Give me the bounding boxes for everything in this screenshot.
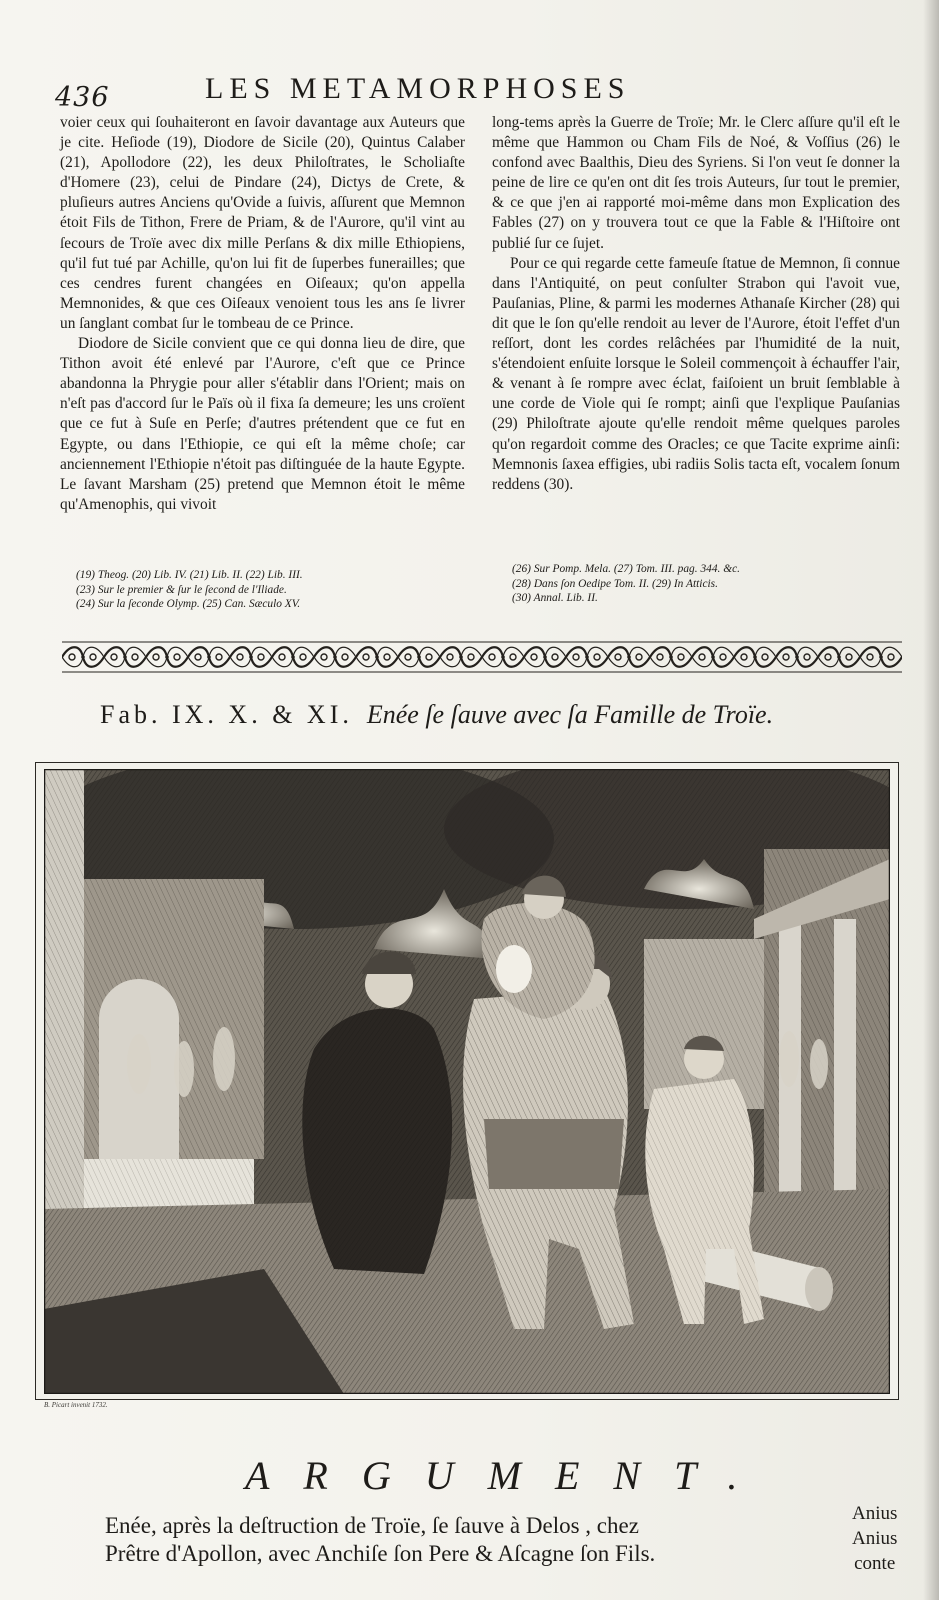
argument-line: Enée, après la deſtruction de Troïe, ſe ſauve à Delos , chez	[105, 1513, 639, 1538]
right-text-column	[492, 113, 900, 495]
footnote-line: (24) Sur la ſeconde Olymp. (25) Can. Sæculo XV.	[76, 598, 301, 610]
right-paragraph-2: Pour ce qui regarde cette fameuſe ſtatue de Memnon, ſi connue dans l'Antiquité, on peut conſulter Strabon qui l'avoit vue, Pauſanias, Pline, & parmi les modernes Athanaſe Kircher (28) qui dit que le ſon qu'elle rendoit au lever de l'Aurore, étoit l'effet d'un reſſort, dont les cordes relâchées par l'humidité de la nuit, s'étendoient enſuite lorsque le Soleil commençoit à échauffer l'air, & venant à ſe rompre avec éclat, faiſoient un bruit ſemblable à une corde de Viole qui ſe rompt; ainſi que l'explique Pauſanias (29) Philoſtrate ajoute qu'elle rendoit même quelques paroles qu'on regardoit comme des Oracles; ce que Tacite exprime ainſi: Memnonis ſaxea effigies, ubi radiis Solis tacta eſt, vocalem ſonum reddens (30).	[492, 254, 900, 493]
ornamental-divider	[62, 640, 902, 674]
left-text-column	[60, 113, 465, 515]
right-paragraph-1: long-tems après la Guerre de Troïe; Mr. le Clerc aſſure qu'il eſt le même que Hammon ou Cham Fils de Noé, & Voſſius (26) le confond avec Baalthis, Dieu des Syriens. Si l'on veut ſe donner la peine de lire ce qu'en ont dit ſes trois Auteurs, ſur tout le premier, & ce que j'en ai rapporté moi-même dans mon Explication des Fables (27) on y trouvera tout ce que la Fable & l'Hiſtoire ont publié ſur ce ſujet.	[492, 114, 900, 252]
argument-text	[105, 1512, 845, 1568]
footnote-line: (28) Dans ſon Oedipe Tom. II. (29) In Atticis.	[512, 577, 718, 590]
fable-heading	[100, 700, 900, 730]
left-paragraph-1: voier ceux qui ſouhaiteront en ſavoir davantage aux Auteurs que je cite. Heſiode (19), Diodore de Sicile (20), Quintus Calaber (21), Apollodore (22), les deux Philoſtrates, le Scholiaſte d'Homere (23), celui de Pindare (24), Dictys de Crete, & pluſieurs autres Anciens qu'Ovide a ſuivis, aſſurent que Memnon étoit Fils de Tithon, Frere de Priam, & de l'Aurore, qu'il vint au ſecours de Troïe avec dix mille Perſans & dix mille Ethiopiens, qu'il fut tué par Achille, qu'on lui fit de ſuperbes funerailles; que ces cendres furent changées en Oiſeaux; qu'on appella Memnonides, & que ces Oiſeaux venoient tous les ans ſe livrer un ſanglant combat ſur le tombeau de ce Prince.	[60, 114, 465, 332]
fable-label: Fab. IX. X. & XI.	[100, 700, 353, 729]
argument-heading: ARGUMENT.	[245, 1453, 772, 1498]
footnotes-right	[512, 562, 740, 606]
engraver-credit: B. Picart invenit 1732.	[44, 1401, 108, 1409]
footnote-line: (19) Theog. (20) Lib. IV. (21) Lib. II. (22) Lib. III.	[76, 569, 303, 581]
catchword-stack	[852, 1501, 897, 1576]
footnotes-left	[76, 568, 303, 612]
left-paragraph-2: Diodore de Sicile convient que ce qui donna lieu de dire, que Tithon avoit été enlevé par l'Aurore, c'eſt que ce Prince abandonna la Phrygie pour aller s'établir dans l'Orient; mais on n'eſt pas d'accord ſur le Païs où il fixa ſa demeure; les uns croïent que ce fut à Suſe en Perſe; d'autres prétendent que ce fut en Egypte, ou dans l'Ethiopie, ce qui eſt la même choſe; car anciennement l'Ethiopie n'étoit pas diſtinguée de la haute Egypte. Le ſavant Marsham (25) pretend que Memnon étoit le même qu'Amenophis, qui vivoit	[60, 335, 465, 513]
engraving-aeneas-flees-troy	[44, 769, 890, 1394]
footnote-line: (26) Sur Pomp. Mela. (27) Tom. III. pag. 344. &c.	[512, 563, 740, 575]
catchword: Anius	[852, 1503, 898, 1524]
footnote-line: (30) Annal. Lib. II.	[512, 592, 598, 604]
footnote-line: (23) Sur le premier & ſur le ſecond de l'Iliade.	[76, 583, 287, 596]
catchword: conte	[854, 1553, 896, 1574]
running-title: LES METAMORPHOSES	[205, 72, 631, 105]
page-number: 436	[55, 82, 110, 113]
page-gutter-shadow	[923, 0, 939, 1600]
catchword: Anius	[852, 1528, 898, 1549]
fable-subtitle: Enée ſe ſauve avec ſa Famille de Troïe.	[366, 700, 774, 729]
argument-line: Prêtre d'Apollon, avec Anchiſe ſon Pere & Aſcagne ſon Fils.	[105, 1541, 656, 1566]
